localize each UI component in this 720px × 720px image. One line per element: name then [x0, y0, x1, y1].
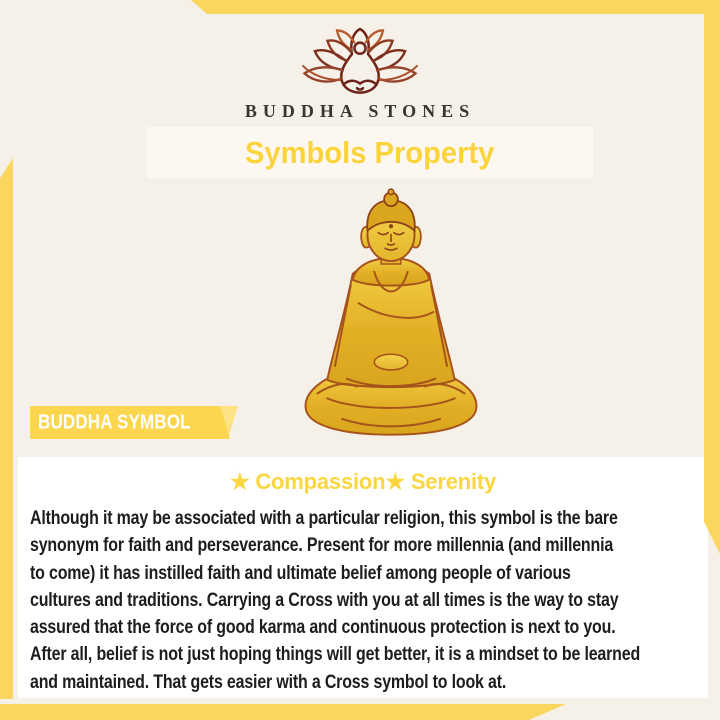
symbol-ribbon — [30, 406, 242, 439]
body-line: assured that the force of good karma and continuous protection is next to you. — [30, 617, 616, 639]
body-line: synonym for faith and perseverance. Present for more millennia (and millennia — [30, 535, 614, 557]
body-line: cultures and traditions. Carrying a Cross with you at all times is the way to stay — [30, 589, 619, 611]
section-title: Symbols Property — [245, 134, 495, 170]
symbol-ribbon-label: BUDDHA SYMBOL — [38, 411, 191, 433]
body-line: to come) it has instilled faith and ultimate belief among people of various — [30, 562, 571, 584]
body-line: Although it may be associated with a particular religion, this symbol is the bare — [30, 508, 618, 529]
lotus-meditation-icon — [275, 26, 445, 100]
body-line: and maintained. That gets easier with a Cross symbol to look at. — [30, 671, 507, 693]
section-title-banner — [147, 127, 593, 178]
content-panel — [18, 457, 708, 698]
brand-name: BUDDHA STONES — [244, 101, 476, 121]
brand-logo — [275, 26, 445, 100]
buddha-statue-image — [288, 186, 494, 444]
body-paragraph — [30, 505, 720, 696]
headline: ★ Compassion★ Serenity — [229, 469, 497, 494]
body-line: After all, belief is not just hoping things will get better, it is a mindset to be learned — [30, 644, 641, 666]
